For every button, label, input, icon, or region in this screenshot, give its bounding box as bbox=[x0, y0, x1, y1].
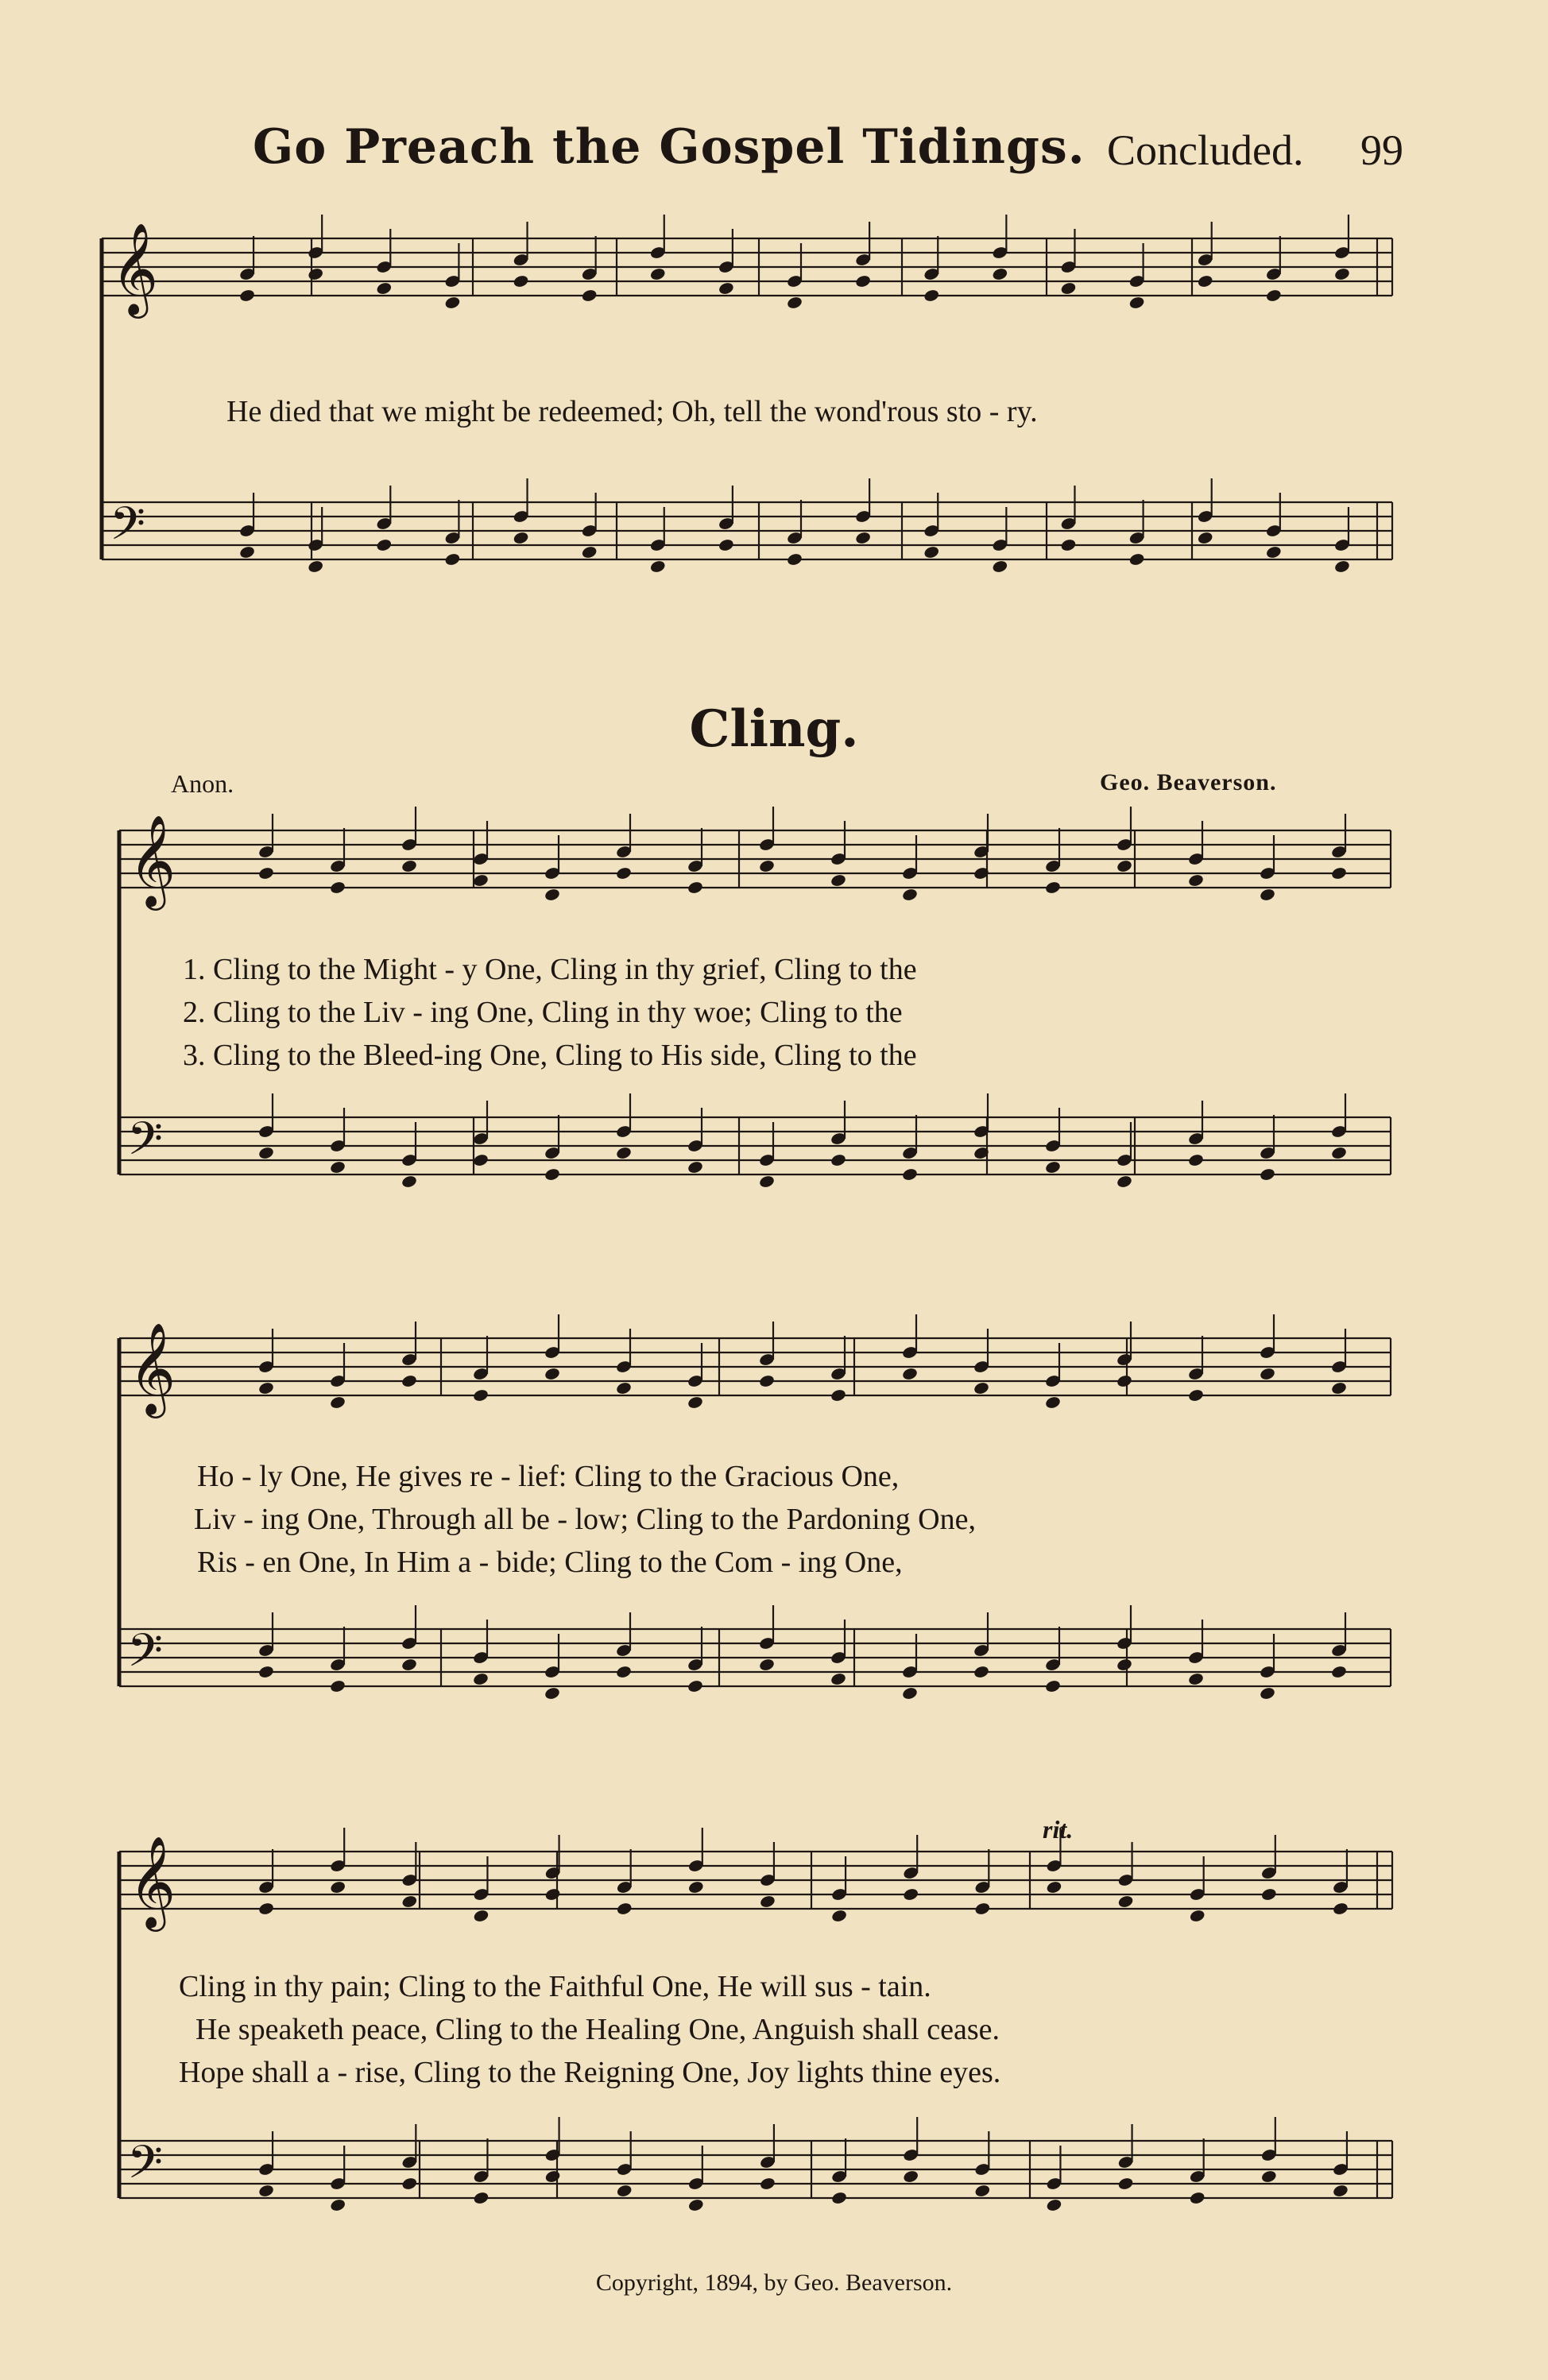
system4-bass-note bbox=[1189, 2191, 1206, 2205]
system3-treble-note bbox=[401, 1374, 417, 1388]
system2-treble-note bbox=[1259, 888, 1275, 902]
system2-bass-note bbox=[1044, 1160, 1061, 1175]
system3-treble-note bbox=[830, 1388, 846, 1403]
system1-treble-note bbox=[718, 281, 734, 296]
system3-bass-note bbox=[329, 1679, 346, 1693]
system2-treble-note bbox=[257, 866, 274, 880]
system1-treble-note bbox=[1333, 267, 1350, 281]
system1-bass-note bbox=[444, 552, 461, 567]
ritardando-mark: rit. bbox=[1043, 1815, 1074, 1844]
system1-bass-note bbox=[1197, 531, 1213, 545]
system2-treble-clef: 𝄞 bbox=[129, 814, 176, 907]
system1-treble-note bbox=[923, 288, 940, 303]
verse-2-line-1: 2. Cling to the Liv - ing One, Cling in thy woe; Cling to the bbox=[183, 996, 903, 1029]
system2-bass-note bbox=[901, 1167, 918, 1182]
system4-bass-note bbox=[1046, 2198, 1062, 2212]
system3-bass-note bbox=[973, 1665, 989, 1679]
system3-treble-note bbox=[758, 1374, 775, 1388]
system2-treble-note bbox=[472, 873, 489, 888]
system1-bass-note bbox=[786, 552, 803, 567]
system4-bass-note bbox=[544, 2169, 561, 2184]
system2-bass-note bbox=[329, 1160, 346, 1175]
system3-bass-note bbox=[1259, 1686, 1275, 1701]
system1-bass-clef: 𝄢 bbox=[110, 497, 146, 562]
system1-bass-note bbox=[854, 531, 871, 545]
system1-bass-note bbox=[581, 545, 598, 559]
system1-treble-note bbox=[992, 267, 1008, 281]
system4-treble-note bbox=[1189, 1909, 1206, 1923]
system4-bass-note bbox=[687, 2198, 704, 2212]
system4-bass-note bbox=[759, 2177, 776, 2191]
system4-bass-note bbox=[1260, 2169, 1277, 2184]
verse-3-line-2: Ris - en One, In Him a - bide; Cling to the Com - ing One, bbox=[197, 1546, 903, 1579]
system3-bass-note bbox=[901, 1686, 918, 1701]
system2-treble-note bbox=[1330, 866, 1347, 880]
system1-bass-note bbox=[718, 538, 734, 552]
system1-treble-note bbox=[786, 296, 803, 310]
system3-treble-note bbox=[901, 1367, 918, 1381]
system4-treble-note bbox=[401, 1894, 418, 1909]
system1-treble-note bbox=[1128, 296, 1145, 310]
system4-treble-clef: 𝄞 bbox=[129, 1835, 176, 1928]
system1-treble-note bbox=[444, 296, 461, 310]
system3-treble-note bbox=[1330, 1381, 1347, 1395]
system2-bass-note bbox=[1330, 1146, 1347, 1160]
system3-bass-note bbox=[472, 1672, 489, 1686]
system3-bass-note bbox=[1330, 1665, 1347, 1679]
system1-bass-note bbox=[649, 559, 666, 574]
system3-treble-note bbox=[1187, 1388, 1204, 1403]
system2-treble-note bbox=[544, 888, 560, 902]
system4-treble-note bbox=[1260, 1887, 1277, 1902]
system2-bass-note bbox=[1187, 1153, 1204, 1167]
system4-treble-note bbox=[687, 1880, 704, 1894]
system2-bass-note bbox=[1116, 1175, 1132, 1189]
system4-treble-note bbox=[616, 1902, 633, 1916]
copyright-notice: Copyright, 1894, by Geo. Beaverson. bbox=[595, 2270, 953, 2296]
system1-treble-note bbox=[1060, 281, 1077, 296]
system3-bass-note bbox=[401, 1658, 417, 1672]
verse-1-line-2: Ho - ly One, He gives re - lief: Cling to the Gracious One, bbox=[197, 1460, 900, 1493]
system4-treble-note bbox=[1117, 1894, 1134, 1909]
system1-treble-clef: 𝄞 bbox=[111, 222, 159, 315]
system4-treble-note bbox=[759, 1894, 776, 1909]
running-title: Go Preach the Gospel Tidings. bbox=[253, 119, 1086, 175]
system2-bass-note bbox=[472, 1153, 489, 1167]
system4-bass-note bbox=[1117, 2177, 1134, 2191]
system3-treble-note bbox=[1044, 1395, 1061, 1410]
system4-bass-note bbox=[616, 2184, 633, 2198]
system3-treble-note bbox=[1116, 1374, 1132, 1388]
system2-treble-note bbox=[830, 873, 846, 888]
system4-treble-note bbox=[1332, 1902, 1349, 1916]
system1-treble-note bbox=[649, 267, 666, 281]
system1-treble-note bbox=[854, 274, 871, 288]
system2-bass-note bbox=[687, 1160, 703, 1175]
system1-bass-note bbox=[1333, 559, 1350, 574]
system3-bass-clef: 𝄢 bbox=[127, 1623, 164, 1689]
system2-treble-note bbox=[687, 880, 703, 895]
system3-treble-note bbox=[544, 1367, 560, 1381]
lyric-line-1: He died that we might be redeemed; Oh, tell the wond'rous sto - ry. bbox=[226, 395, 1038, 428]
system1-treble-note bbox=[238, 288, 255, 303]
system4-treble-note bbox=[903, 1887, 919, 1902]
system1-bass-note bbox=[1060, 538, 1077, 552]
system2-treble-note bbox=[615, 866, 632, 880]
system1-treble-note bbox=[376, 281, 393, 296]
system1-treble-note bbox=[1265, 288, 1282, 303]
system3-bass-note bbox=[687, 1679, 703, 1693]
system2-bass-clef: 𝄢 bbox=[127, 1112, 164, 1177]
system1-bass-note bbox=[992, 559, 1008, 574]
system4-treble-note bbox=[330, 1880, 346, 1894]
system3-bass-note bbox=[1116, 1658, 1132, 1672]
concluded-label: Concluded. bbox=[1107, 126, 1304, 174]
page-number: 99 bbox=[1360, 126, 1403, 174]
system3-treble-note bbox=[472, 1388, 489, 1403]
system2-bass-note bbox=[758, 1175, 775, 1189]
verse-1-line-1: 1. Cling to the Might - y One, Cling in thy grief, Cling to the bbox=[183, 953, 917, 986]
system2-bass-note bbox=[830, 1153, 846, 1167]
system3-treble-note bbox=[329, 1395, 346, 1410]
system4-treble-note bbox=[974, 1902, 991, 1916]
verse-1-line-3: Cling in thy pain; Cling to the Faithful One, He will sus - tain. bbox=[179, 1970, 931, 2003]
system4-bass-note bbox=[330, 2198, 346, 2212]
system4-bass-note bbox=[473, 2191, 490, 2205]
system4-treble-note bbox=[473, 1909, 490, 1923]
system2-bass-note bbox=[1259, 1167, 1275, 1182]
system1-bass-note bbox=[307, 559, 323, 574]
system3-bass-note bbox=[758, 1658, 775, 1672]
system1-bass-note bbox=[1265, 545, 1282, 559]
system1-treble-note bbox=[1197, 274, 1213, 288]
system4-bass-note bbox=[974, 2184, 991, 2198]
system4-bass-note bbox=[830, 2191, 847, 2205]
system3-bass-note bbox=[544, 1686, 560, 1701]
system2-treble-note bbox=[329, 880, 346, 895]
system1-treble-note bbox=[307, 267, 323, 281]
verse-2-line-2: Liv - ing One, Through all be - low; Cling to the Pardoning One, bbox=[194, 1503, 976, 1536]
system3-treble-note bbox=[973, 1381, 989, 1395]
system3-treble-note bbox=[1259, 1367, 1275, 1381]
system2-treble-note bbox=[901, 888, 918, 902]
system1-bass-note bbox=[923, 545, 940, 559]
system4-bass-note bbox=[903, 2169, 919, 2184]
verse-2-line-3: He speaketh peace, Cling to the Healing One, Anguish shall cease. bbox=[195, 2013, 1000, 2046]
system2-treble-note bbox=[1116, 859, 1132, 873]
system3-bass-note bbox=[1044, 1679, 1061, 1693]
system4-treble-note bbox=[1046, 1880, 1062, 1894]
system3-bass-note bbox=[1187, 1672, 1204, 1686]
system1-treble-note bbox=[581, 288, 598, 303]
system2-treble-note bbox=[1187, 873, 1204, 888]
system4-bass-note bbox=[257, 2184, 274, 2198]
system1-treble-note bbox=[513, 274, 529, 288]
system2-treble-note bbox=[758, 859, 775, 873]
system3-treble-note bbox=[257, 1381, 274, 1395]
system2-bass-note bbox=[401, 1175, 417, 1189]
system3-treble-clef: 𝄞 bbox=[129, 1322, 176, 1414]
system4-bass-clef: 𝄢 bbox=[127, 2135, 164, 2200]
system4-bass-note bbox=[1332, 2184, 1349, 2198]
system4-treble-note bbox=[830, 1909, 847, 1923]
system1-bass-note bbox=[1128, 552, 1145, 567]
system4-bass-note bbox=[401, 2177, 418, 2191]
system4-treble-note bbox=[257, 1902, 274, 1916]
system3-treble-note bbox=[615, 1381, 632, 1395]
system2-bass-note bbox=[257, 1146, 274, 1160]
verse-3-line-3: Hope shall a - rise, Cling to the Reigning One, Joy lights thine eyes. bbox=[179, 2056, 1001, 2089]
song-title: Cling. bbox=[689, 699, 859, 759]
system2-treble-note bbox=[401, 859, 417, 873]
system2-bass-note bbox=[615, 1146, 632, 1160]
author-credit: Anon. bbox=[171, 769, 234, 798]
system1-bass-note bbox=[238, 545, 255, 559]
system3-bass-note bbox=[830, 1672, 846, 1686]
system1-bass-note bbox=[376, 538, 393, 552]
system2-bass-note bbox=[544, 1167, 560, 1182]
system2-treble-note bbox=[1044, 880, 1061, 895]
system3-bass-note bbox=[615, 1665, 632, 1679]
system1-bass-note bbox=[513, 531, 529, 545]
system4-treble-note bbox=[544, 1887, 561, 1902]
composer-credit: Geo. Beaverson. bbox=[1100, 769, 1277, 795]
system3-treble-note bbox=[687, 1395, 703, 1410]
verse-3-line-1: 3. Cling to the Bleed-ing One, Cling to His side, Cling to the bbox=[183, 1039, 917, 1072]
system3-bass-note bbox=[257, 1665, 274, 1679]
